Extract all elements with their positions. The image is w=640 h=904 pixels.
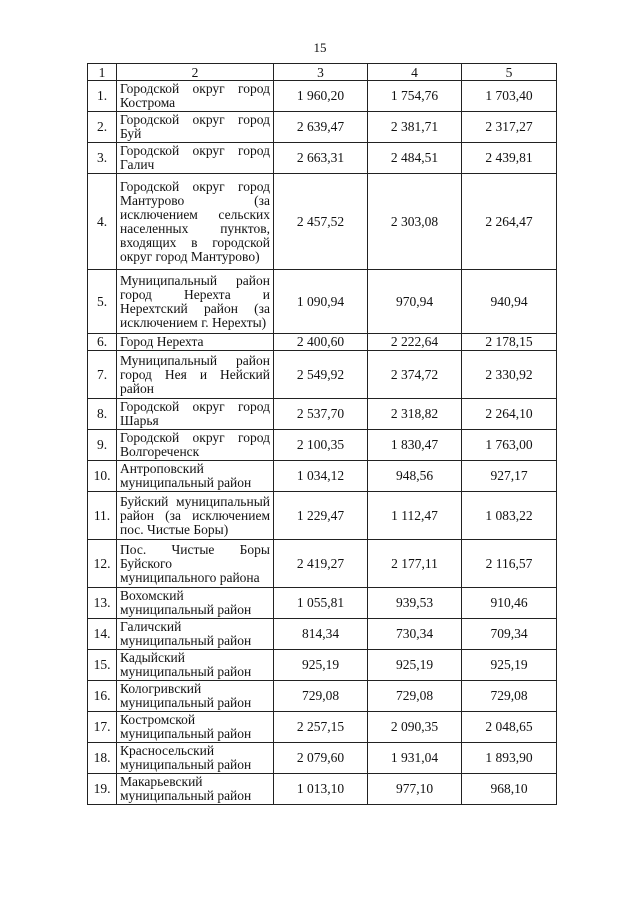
territory-name: Городской округ город Мантурово (за исключением сельских населенных пунктов, входящих в городской округ город Мантурово) xyxy=(117,174,274,270)
column-header: 3 xyxy=(274,64,368,81)
value-col-5: 910,46 xyxy=(462,588,557,619)
value-col-5: 1 763,00 xyxy=(462,430,557,461)
row-number: 15. xyxy=(88,650,117,681)
value-col-3: 2 663,31 xyxy=(274,143,368,174)
table-row xyxy=(88,461,557,492)
value-col-4: 948,56 xyxy=(368,461,462,492)
table-row xyxy=(88,334,557,351)
value-col-5: 2 116,57 xyxy=(462,540,557,588)
value-col-3: 729,08 xyxy=(274,681,368,712)
value-col-4: 970,94 xyxy=(368,270,462,334)
value-col-4: 1 754,76 xyxy=(368,81,462,112)
value-col-3: 1 055,81 xyxy=(274,588,368,619)
table-row xyxy=(88,681,557,712)
territory-name: Муниципальный район город Нея и Нейский район xyxy=(117,351,274,399)
territory-name: Городской округ город Буй xyxy=(117,112,274,143)
row-number: 11. xyxy=(88,492,117,540)
territory-name: Кадыйский муниципальный район xyxy=(117,650,274,681)
value-col-4: 2 381,71 xyxy=(368,112,462,143)
table-row xyxy=(88,351,557,399)
territory-name: Галичский муниципальный район xyxy=(117,619,274,650)
value-col-3: 814,34 xyxy=(274,619,368,650)
territory-name: Антроповский муниципальный район xyxy=(117,461,274,492)
table-row xyxy=(88,650,557,681)
value-col-4: 2 222,64 xyxy=(368,334,462,351)
value-col-5: 2 264,47 xyxy=(462,174,557,270)
value-col-4: 925,19 xyxy=(368,650,462,681)
value-col-5: 925,19 xyxy=(462,650,557,681)
row-number: 3. xyxy=(88,143,117,174)
territory-name: Городской округ город Волгореченск xyxy=(117,430,274,461)
value-col-4: 2 090,35 xyxy=(368,712,462,743)
value-col-3: 2 400,60 xyxy=(274,334,368,351)
row-number: 6. xyxy=(88,334,117,351)
territory-name: Кологривский муниципальный район xyxy=(117,681,274,712)
row-number: 2. xyxy=(88,112,117,143)
value-col-3: 1 960,20 xyxy=(274,81,368,112)
value-col-3: 925,19 xyxy=(274,650,368,681)
territory-name: Буйский муниципальный район (за исключением пос. Чистые Боры) xyxy=(117,492,274,540)
table-row xyxy=(88,774,557,805)
table-header-row xyxy=(88,64,557,81)
table-row xyxy=(88,143,557,174)
table-row xyxy=(88,492,557,540)
value-col-3: 1 034,12 xyxy=(274,461,368,492)
column-header: 1 xyxy=(88,64,117,81)
row-number: 7. xyxy=(88,351,117,399)
value-col-4: 2 318,82 xyxy=(368,399,462,430)
value-col-5: 2 048,65 xyxy=(462,712,557,743)
row-number: 13. xyxy=(88,588,117,619)
value-col-3: 2 537,70 xyxy=(274,399,368,430)
table-body xyxy=(88,81,557,805)
value-col-4: 1 112,47 xyxy=(368,492,462,540)
table-row xyxy=(88,712,557,743)
value-col-3: 2 257,15 xyxy=(274,712,368,743)
value-col-5: 1 893,90 xyxy=(462,743,557,774)
value-col-5: 2 317,27 xyxy=(462,112,557,143)
territory-name: Муниципальный район город Нерехта и Нерехтский район (за исключением г. Нерехты) xyxy=(117,270,274,334)
territory-name: Пос. Чистые Боры Буйского муниципального района xyxy=(117,540,274,588)
value-col-4: 2 484,51 xyxy=(368,143,462,174)
value-col-5: 729,08 xyxy=(462,681,557,712)
value-col-4: 1 931,04 xyxy=(368,743,462,774)
value-col-3: 2 639,47 xyxy=(274,112,368,143)
value-col-5: 709,34 xyxy=(462,619,557,650)
table-row xyxy=(88,112,557,143)
value-col-3: 2 549,92 xyxy=(274,351,368,399)
table-row xyxy=(88,619,557,650)
value-col-5: 2 264,10 xyxy=(462,399,557,430)
territory-name: Городской округ город Галич xyxy=(117,143,274,174)
row-number: 18. xyxy=(88,743,117,774)
table-row xyxy=(88,588,557,619)
value-col-4: 2 374,72 xyxy=(368,351,462,399)
value-col-3: 1 013,10 xyxy=(274,774,368,805)
territory-name: Городской округ город Шарья xyxy=(117,399,274,430)
value-col-3: 2 079,60 xyxy=(274,743,368,774)
row-number: 12. xyxy=(88,540,117,588)
column-header: 5 xyxy=(462,64,557,81)
tariff-table xyxy=(87,63,557,805)
territory-name: Костромской муниципальный район xyxy=(117,712,274,743)
value-col-4: 730,34 xyxy=(368,619,462,650)
value-col-4: 1 830,47 xyxy=(368,430,462,461)
row-number: 17. xyxy=(88,712,117,743)
value-col-3: 1 229,47 xyxy=(274,492,368,540)
row-number: 9. xyxy=(88,430,117,461)
value-col-5: 2 178,15 xyxy=(462,334,557,351)
table-row xyxy=(88,174,557,270)
territory-name: Город Нерехта xyxy=(117,334,274,351)
value-col-3: 2 419,27 xyxy=(274,540,368,588)
value-col-5: 1 083,22 xyxy=(462,492,557,540)
value-col-4: 977,10 xyxy=(368,774,462,805)
territory-name: Красносельский муниципальный район xyxy=(117,743,274,774)
value-col-4: 2 177,11 xyxy=(368,540,462,588)
row-number: 1. xyxy=(88,81,117,112)
row-number: 19. xyxy=(88,774,117,805)
value-col-5: 1 703,40 xyxy=(462,81,557,112)
territory-name: Городской округ город Кострома xyxy=(117,81,274,112)
value-col-5: 2 439,81 xyxy=(462,143,557,174)
value-col-5: 968,10 xyxy=(462,774,557,805)
column-header: 4 xyxy=(368,64,462,81)
row-number: 8. xyxy=(88,399,117,430)
table-row xyxy=(88,81,557,112)
row-number: 4. xyxy=(88,174,117,270)
table-row xyxy=(88,270,557,334)
table-row xyxy=(88,399,557,430)
page-number: 15 xyxy=(313,40,327,55)
value-col-3: 1 090,94 xyxy=(274,270,368,334)
row-number: 5. xyxy=(88,270,117,334)
value-col-3: 2 100,35 xyxy=(274,430,368,461)
value-col-4: 2 303,08 xyxy=(368,174,462,270)
value-col-4: 729,08 xyxy=(368,681,462,712)
value-col-3: 2 457,52 xyxy=(274,174,368,270)
column-header: 2 xyxy=(117,64,274,81)
row-number: 16. xyxy=(88,681,117,712)
table-row xyxy=(88,743,557,774)
territory-name: Вохомский муниципальный район xyxy=(117,588,274,619)
table-row xyxy=(88,540,557,588)
value-col-5: 2 330,92 xyxy=(462,351,557,399)
value-col-4: 939,53 xyxy=(368,588,462,619)
row-number: 14. xyxy=(88,619,117,650)
value-col-5: 940,94 xyxy=(462,270,557,334)
table-row xyxy=(88,430,557,461)
value-col-5: 927,17 xyxy=(462,461,557,492)
row-number: 10. xyxy=(88,461,117,492)
territory-name: Макарьевский муниципальный район xyxy=(117,774,274,805)
